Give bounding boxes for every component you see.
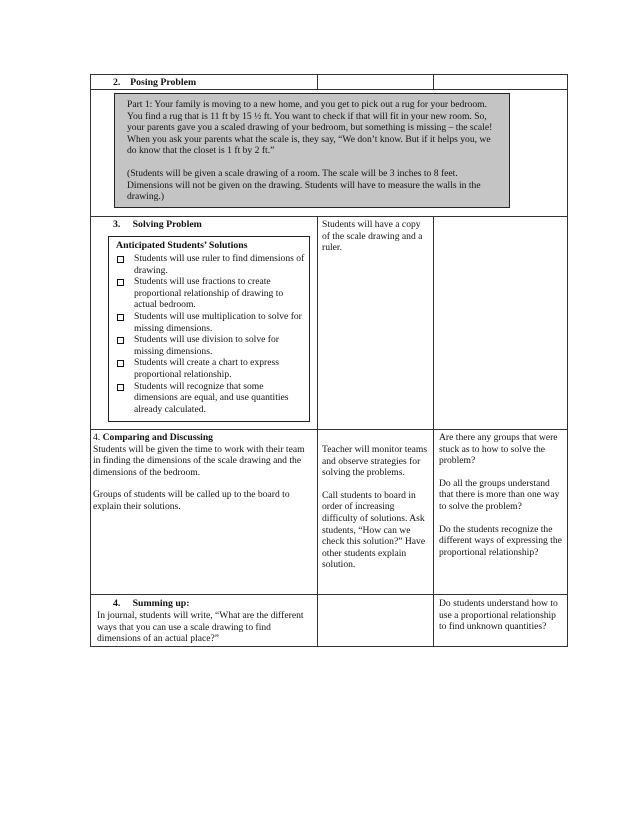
list-item: Students will recognize that some dimensions are equal, and use quantities already calculated. — [116, 381, 305, 416]
problem-statement-box — [114, 93, 510, 208]
solving-problem-heading: 3. Solving Problem — [113, 219, 202, 230]
list-item: Students will use fractions to create proportional relationship of drawing to actual bedroom. — [116, 276, 305, 311]
summing-up-text: In journal, students will write, “What are the different ways that you can use a scale drawing to find dimensions of an actual place?” — [97, 610, 304, 645]
column-divider — [317, 216, 318, 647]
row-divider — [90, 216, 568, 217]
assessment-question-2: Do all the groups understand that there is more than one way to solve the problem? — [439, 477, 560, 512]
comparing-teacher-note-2: Call students to board in order of increasing difficulty of solutions. Ask students, “How can we check this solution?” Have other students explain solution. — [322, 489, 426, 571]
assessment-question-1: Are there any groups that were stuck as to how to solve the problem? — [439, 432, 558, 467]
assessment-question-3: Do the students recognize the different ways of expressing the proportional relationship? — [439, 523, 562, 558]
table-bottom-border — [90, 646, 568, 647]
checkbox-bullet-icon — [117, 314, 124, 321]
table-top-border — [90, 74, 568, 75]
checkbox-bullet-icon — [117, 384, 124, 391]
row-divider — [90, 594, 568, 595]
comparing-paragraph-2: Groups of students will be called up to the board to explain their solutions. — [93, 489, 290, 512]
comparing-assessment-cell — [439, 432, 563, 558]
checkbox-bullet-icon — [117, 337, 124, 344]
row-divider — [90, 89, 568, 90]
checkbox-bullet-icon — [117, 360, 124, 367]
table-right-border — [567, 74, 568, 647]
comparing-heading: Comparing and Discussing — [102, 432, 213, 443]
anticipated-solutions-box — [108, 236, 310, 422]
checkbox-bullet-icon — [117, 256, 124, 263]
solutions-list — [116, 253, 305, 415]
list-item: Students will use division to solve for missing dimensions. — [116, 334, 305, 357]
column-divider — [433, 216, 434, 647]
list-item: Students will create a chart to express proportional relationship. — [116, 357, 305, 380]
comparing-teacher-note-1: Teacher will monitor teams and observe strategies for solving the problems. — [322, 444, 428, 479]
summing-up-heading: 4. Summing up: — [113, 598, 190, 609]
table-left-border — [90, 74, 91, 647]
list-item: Students will use ruler to find dimensions of drawing. — [116, 253, 305, 276]
column-divider — [317, 74, 318, 90]
anticipated-solutions-title: Anticipated Students’ Solutions — [116, 240, 248, 251]
summing-assessment-text: Do students understand how to use a proportional relationship to find unknown quantities? — [439, 598, 558, 633]
solving-teacher-note: Students will have a copy of the scale drawing and a ruler. — [322, 219, 423, 254]
comparing-paragraph-1: Students will be given the time to work with their team in finding the dimensions of the scale drawing and the dimensions of the bedroom. — [93, 443, 305, 478]
posing-problem-heading: 2. Posing Problem — [113, 77, 197, 88]
problem-note-text: (Students will be given a scale drawing of a room. The scale will be 3 inches to 8 feet. Dimensions will not be given on the drawing. Students will have to measure the walls in the drawing.) — [127, 167, 481, 203]
list-item: Students will use multiplication to solve for missing dimensions. — [116, 311, 305, 334]
column-divider — [433, 74, 434, 90]
comparing-cell: 4. Comparing and Discussing Students will be given the time to work with their team in finding the dimensions of the scale drawing and the dimensions of the bedroom. Groups of students will be called up to the board to explain their solutions. — [93, 432, 313, 513]
checkbox-bullet-icon — [117, 279, 124, 286]
problem-part1-text: Part 1: Your family is moving to a new home, and you get to pick out a rug for your bedroom. You find a rug that is 11 ft by 15 ½ ft. You want to check if that will fit in your new room. So, your parents gave you a scaled drawing of your bedroom, but something is missing – the scale! When you ask your parents what the scale is, they say, “We don’t know. But if it helps you, we do know that the closet is 1 ft by 2 ft.” — [127, 99, 493, 157]
row-divider — [90, 429, 568, 430]
comparing-teacher-cell — [322, 444, 430, 571]
